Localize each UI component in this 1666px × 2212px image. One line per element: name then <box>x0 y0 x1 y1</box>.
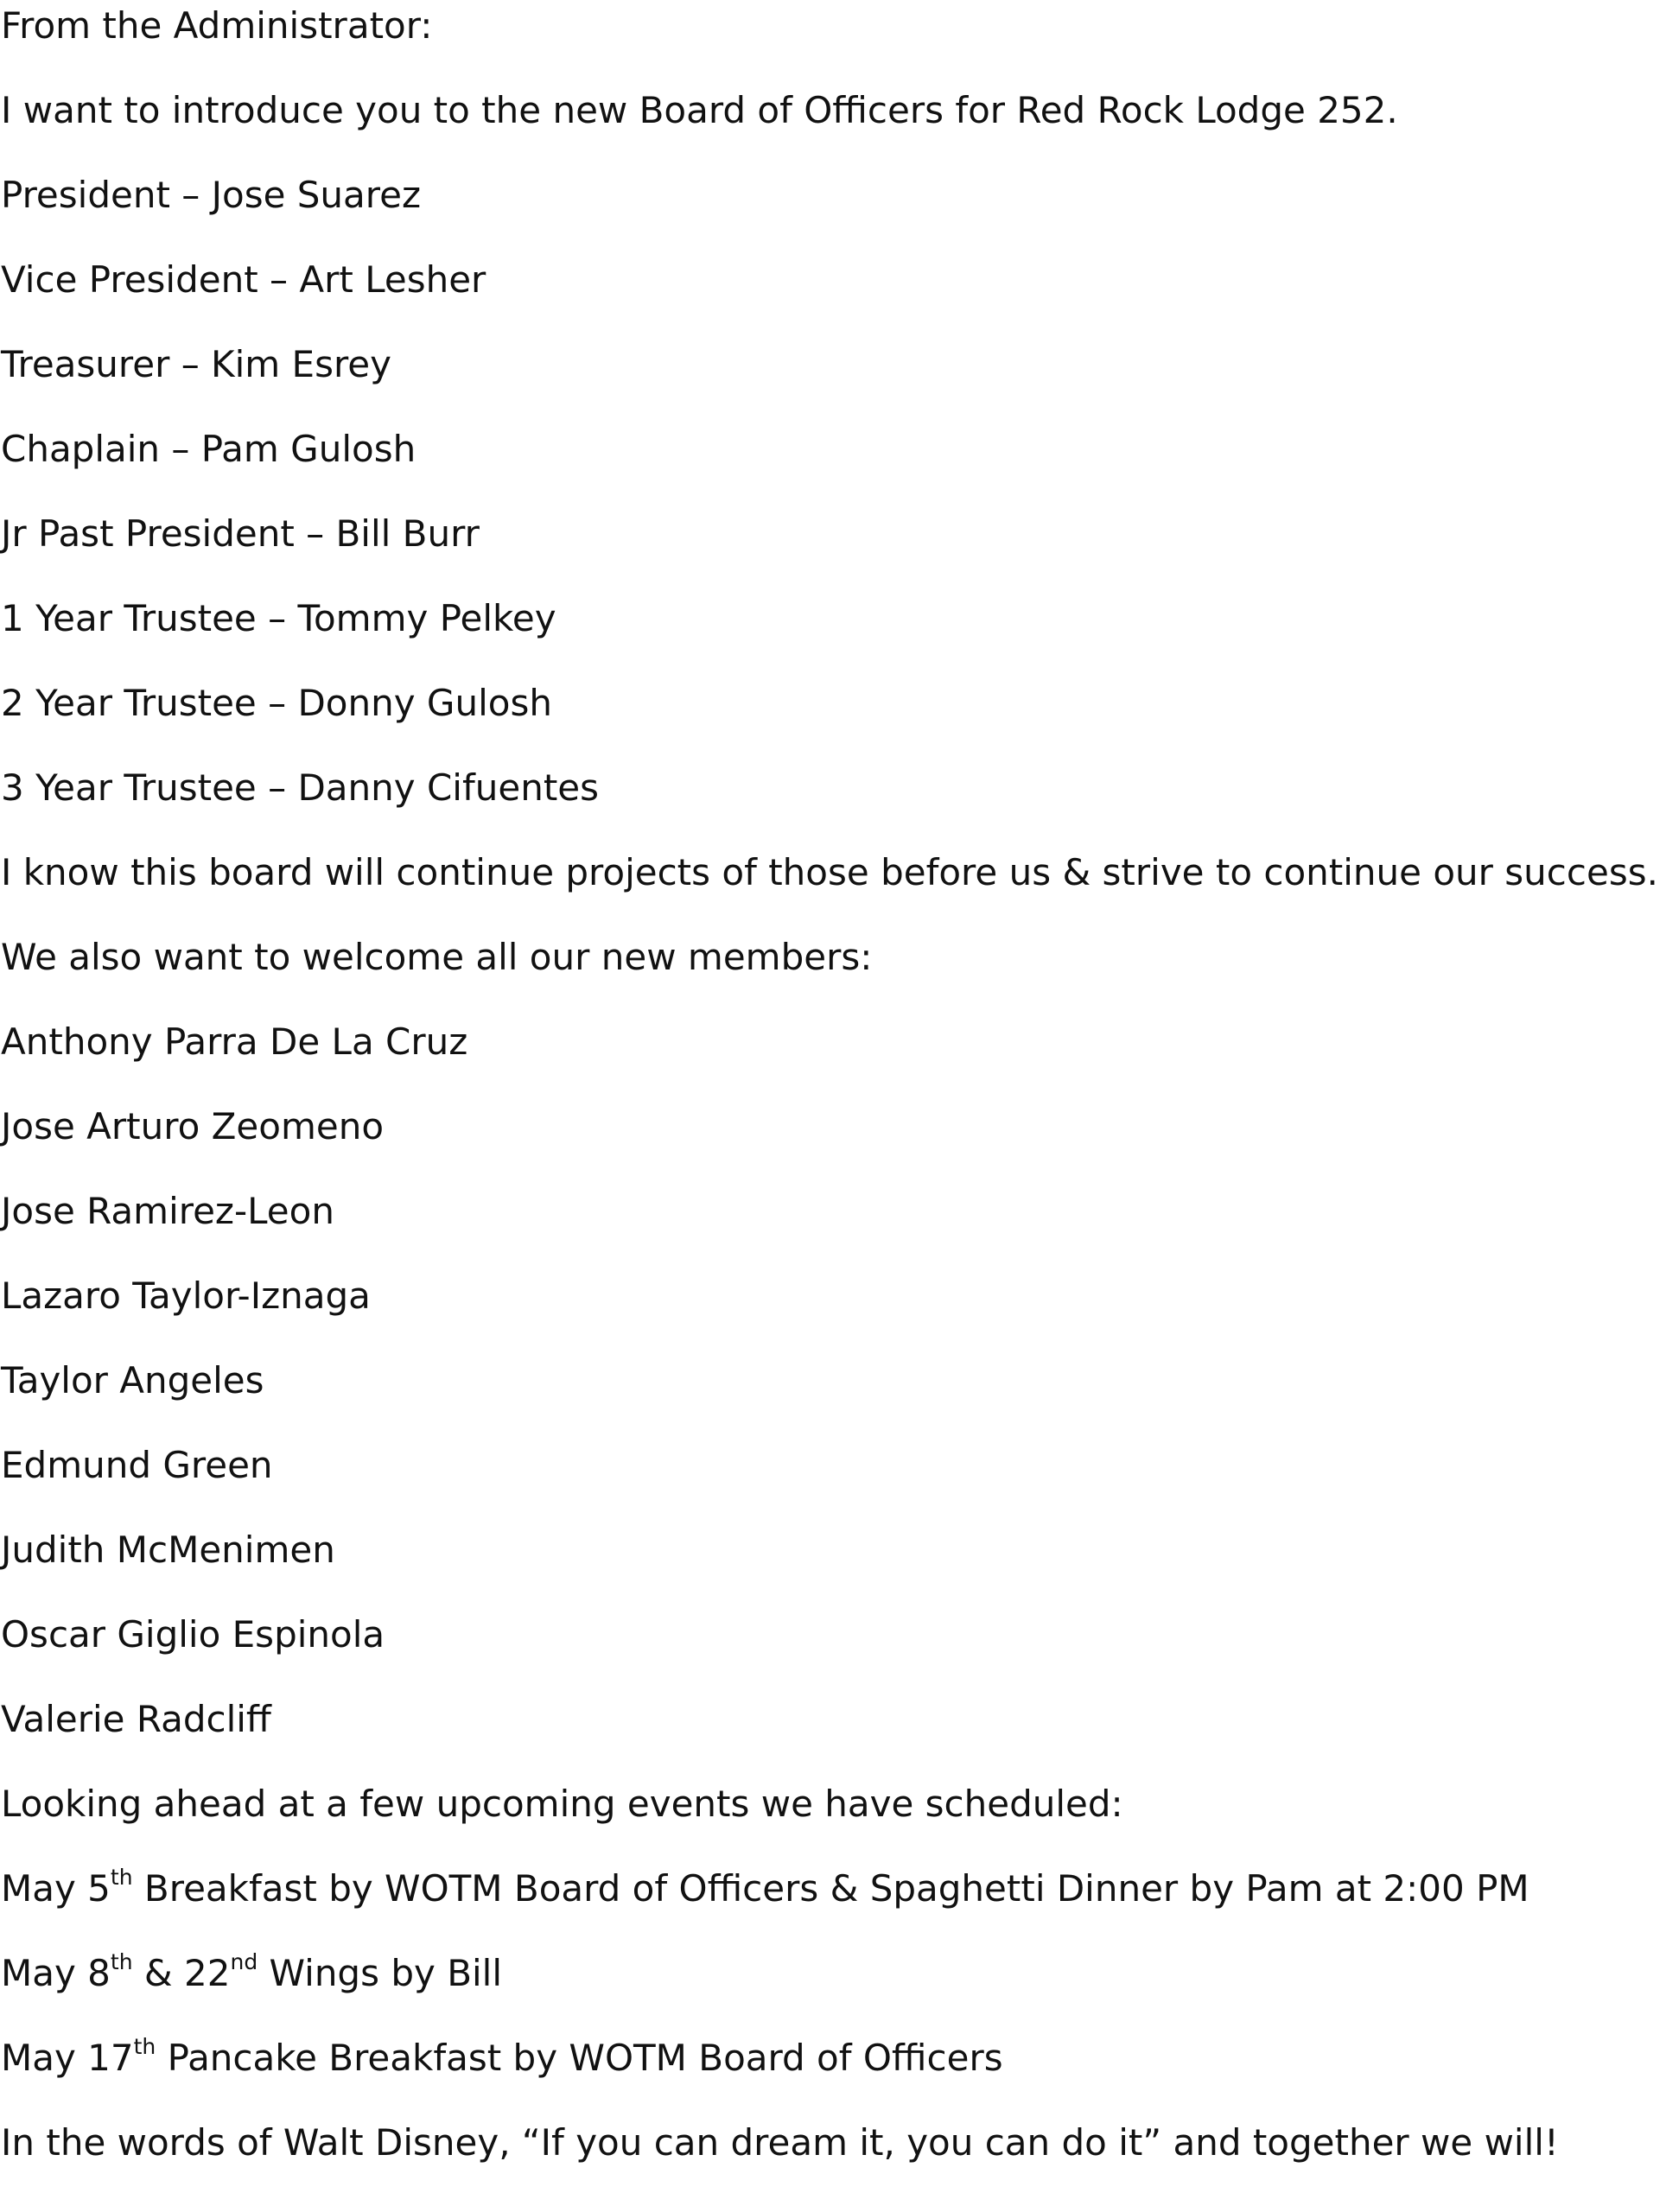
event-description: Pancake Breakfast by WOTM Board of Officers <box>156 2037 1003 2079</box>
event-date: May 5 <box>1 1867 111 1910</box>
officer-chaplain: Chaplain – Pam Gulosh <box>1 428 416 470</box>
event-item <box>1 1948 502 1999</box>
ordinal-suffix: th <box>110 1865 133 1890</box>
event-date: May 17 <box>1 2037 134 2079</box>
new-member: Edmund Green <box>1 1444 273 1486</box>
officer-president: President – Jose Suarez <box>1 174 422 216</box>
new-member: Taylor Angeles <box>1 1359 264 1402</box>
officer-vice-president: Vice President – Art Lesher <box>1 258 486 301</box>
event-description: Breakfast by WOTM Board of Officers & Spaghetti Dinner by Pam at 2:00 PM <box>132 1867 1529 1910</box>
new-member: Oscar Giglio Espinola <box>1 1613 385 1656</box>
closing-quote: In the words of Walt Disney, “If you can dream it, you can do it” and together we will! <box>1 2121 1559 2164</box>
new-member: Lazaro Taylor-Iznaga <box>1 1274 371 1317</box>
officer-treasurer: Treasurer – Kim Esrey <box>1 343 391 385</box>
ordinal-suffix: th <box>110 1949 133 1974</box>
event-second-date: & 22 <box>132 1952 231 1994</box>
officer-1-year-trustee: 1 Year Trustee – Tommy Pelkey <box>1 597 556 639</box>
intro-paragraph: I want to introduce you to the new Board of Officers for Red Rock Lodge 252. <box>1 89 1398 131</box>
events-intro: Looking ahead at a few upcoming events we have scheduled: <box>1 1783 1123 1825</box>
board-statement: I know this board will continue projects of those before us & strive to continue our success. <box>1 851 1658 893</box>
ordinal-suffix: nd <box>230 1949 258 1974</box>
members-intro: We also want to welcome all our new members: <box>1 936 873 978</box>
ordinal-suffix: th <box>133 2034 156 2059</box>
event-item <box>1 2032 1003 2084</box>
new-member: Jose Arturo Zeomeno <box>1 1105 385 1147</box>
event-item <box>1 1863 1529 1915</box>
new-member: Judith McMenimen <box>1 1529 335 1571</box>
officer-2-year-trustee: 2 Year Trustee – Donny Gulosh <box>1 682 552 724</box>
officer-3-year-trustee: 3 Year Trustee – Danny Cifuentes <box>1 766 600 809</box>
event-date: May 8 <box>1 1952 111 1994</box>
greeting: From the Administrator: <box>1 4 433 47</box>
new-member: Valerie Radcliff <box>1 1698 271 1740</box>
officer-jr-past-president: Jr Past President – Bill Burr <box>1 512 480 555</box>
new-member: Anthony Parra De La Cruz <box>1 1020 468 1063</box>
new-member: Jose Ramirez-Leon <box>1 1190 334 1232</box>
event-description: Wings by Bill <box>258 1952 503 1994</box>
